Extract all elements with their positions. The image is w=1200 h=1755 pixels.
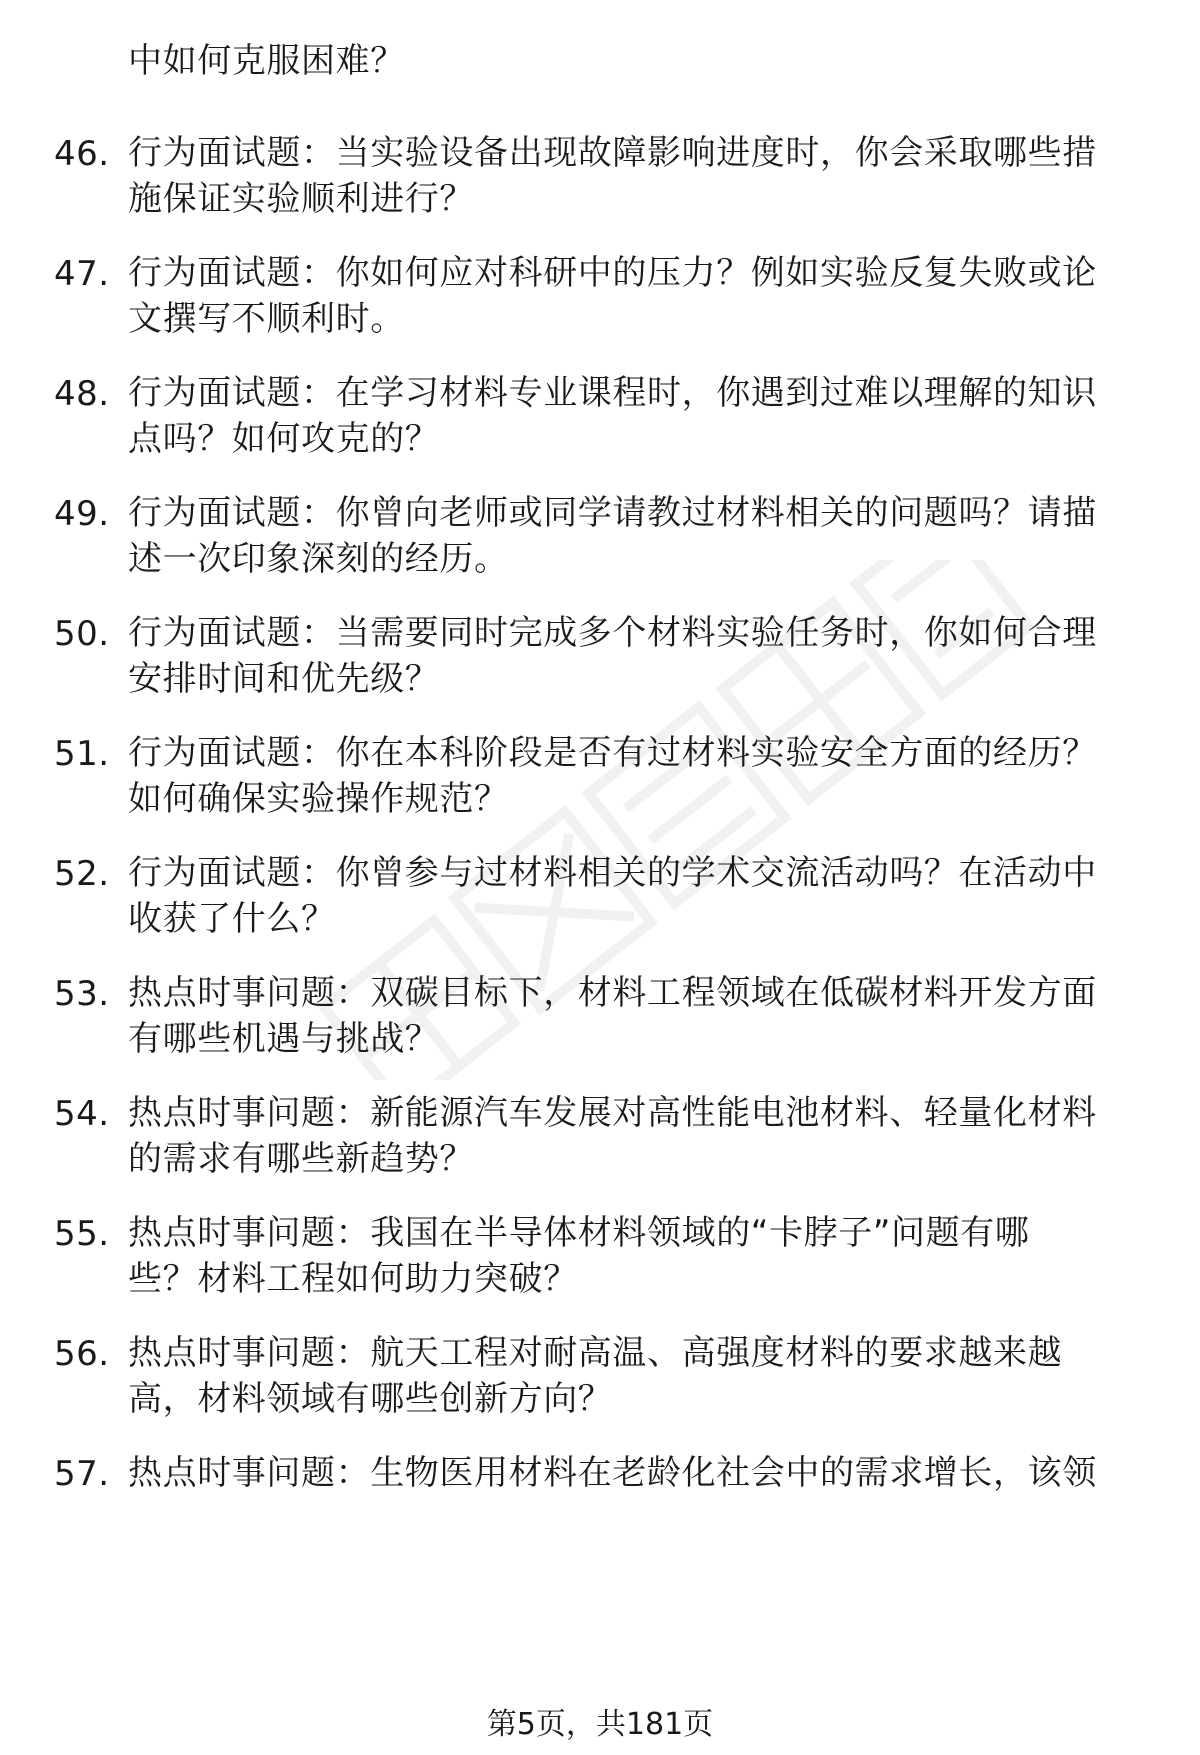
text-line: 行为面试题：你如何应对科研中的压力？例如实验反复失败或论 [128,253,1097,293]
item-number: 52. [54,854,110,894]
item-number: 57. [54,1454,110,1494]
item-text [128,370,1138,462]
item-text [128,970,1138,1062]
item-number: 46. [54,134,110,174]
text-line: 有哪些机遇与挑战？ [128,1019,440,1059]
text-line: 热点时事问题：双碳目标下，材料工程领域在低碳材料开发方面 [128,973,1097,1013]
text-line: 行为面试题：当实验设备出现故障影响进度时，你会采取哪些措 [128,133,1097,173]
text-line: 行为面试题：在学习材料专业课程时，你遇到过难以理解的知识 [128,373,1097,413]
text-line: 述一次印象深刻的经历。 [128,539,509,579]
item-text [128,1090,1138,1182]
item-text [128,490,1138,582]
item-number: 54. [54,1094,110,1134]
item-text [128,130,1138,222]
item-number: 56. [54,1334,110,1374]
item-text [128,730,1138,822]
text-line: 行为面试题：你在本科阶段是否有过材料实验安全方面的经历？ [128,733,1097,773]
page-footer: 第5页，共181页 [486,1707,714,1742]
item-number: 47. [54,254,110,294]
item-text [128,610,1138,702]
text-line: 如何确保实验操作规范？ [128,779,509,819]
item-text [128,250,1138,342]
item-number: 48. [54,374,110,414]
text-line: 热点时事问题：我国在半导体材料领域的“卡脖子”问题有哪 [128,1213,1030,1253]
text-line: 施保证实验顺利进行？ [128,179,474,219]
text-line: 的需求有哪些新趋势？ [128,1139,474,1179]
text-line: 高，材料领域有哪些创新方向？ [128,1379,613,1419]
item-text [128,1330,1138,1422]
item-text [128,850,1138,942]
text-line: 行为面试题：当需要同时完成多个材料实验任务时，你如何合理 [128,613,1097,653]
item-text [128,1210,1138,1302]
item-number: 50. [54,614,110,654]
item-number: 53. [54,974,110,1014]
text-line: 行为面试题：你曾向老师或同学请教过材料相关的问题吗？请描 [128,493,1097,533]
text-line: 行为面试题：你曾参与过材料相关的学术交流活动吗？在活动中 [128,853,1097,893]
text-line: 些？材料工程如何助力突破？ [128,1259,578,1299]
item-number: 51. [54,734,110,774]
text-line: 热点时事问题：航天工程对耐高温、高强度材料的要求越来越 [128,1333,1063,1373]
text-line: 安排时间和优先级？ [128,659,440,699]
item-text [128,1450,1138,1496]
text-line: 点吗？如何攻克的？ [128,419,440,459]
item-text [128,38,1138,84]
text-line: 热点时事问题：新能源汽车发展对高性能电池材料、轻量化材料 [128,1093,1097,1133]
item-number: 55. [54,1214,110,1254]
text-line: 文撰写不顺利时。 [128,299,405,339]
text-line: 收获了什么？ [128,899,336,939]
text-line: 中如何克服困难？ [128,41,405,81]
item-number: 49. [54,494,110,534]
text-line: 热点时事问题：生物医用材料在老龄化社会中的需求增长，该领 [128,1453,1097,1493]
